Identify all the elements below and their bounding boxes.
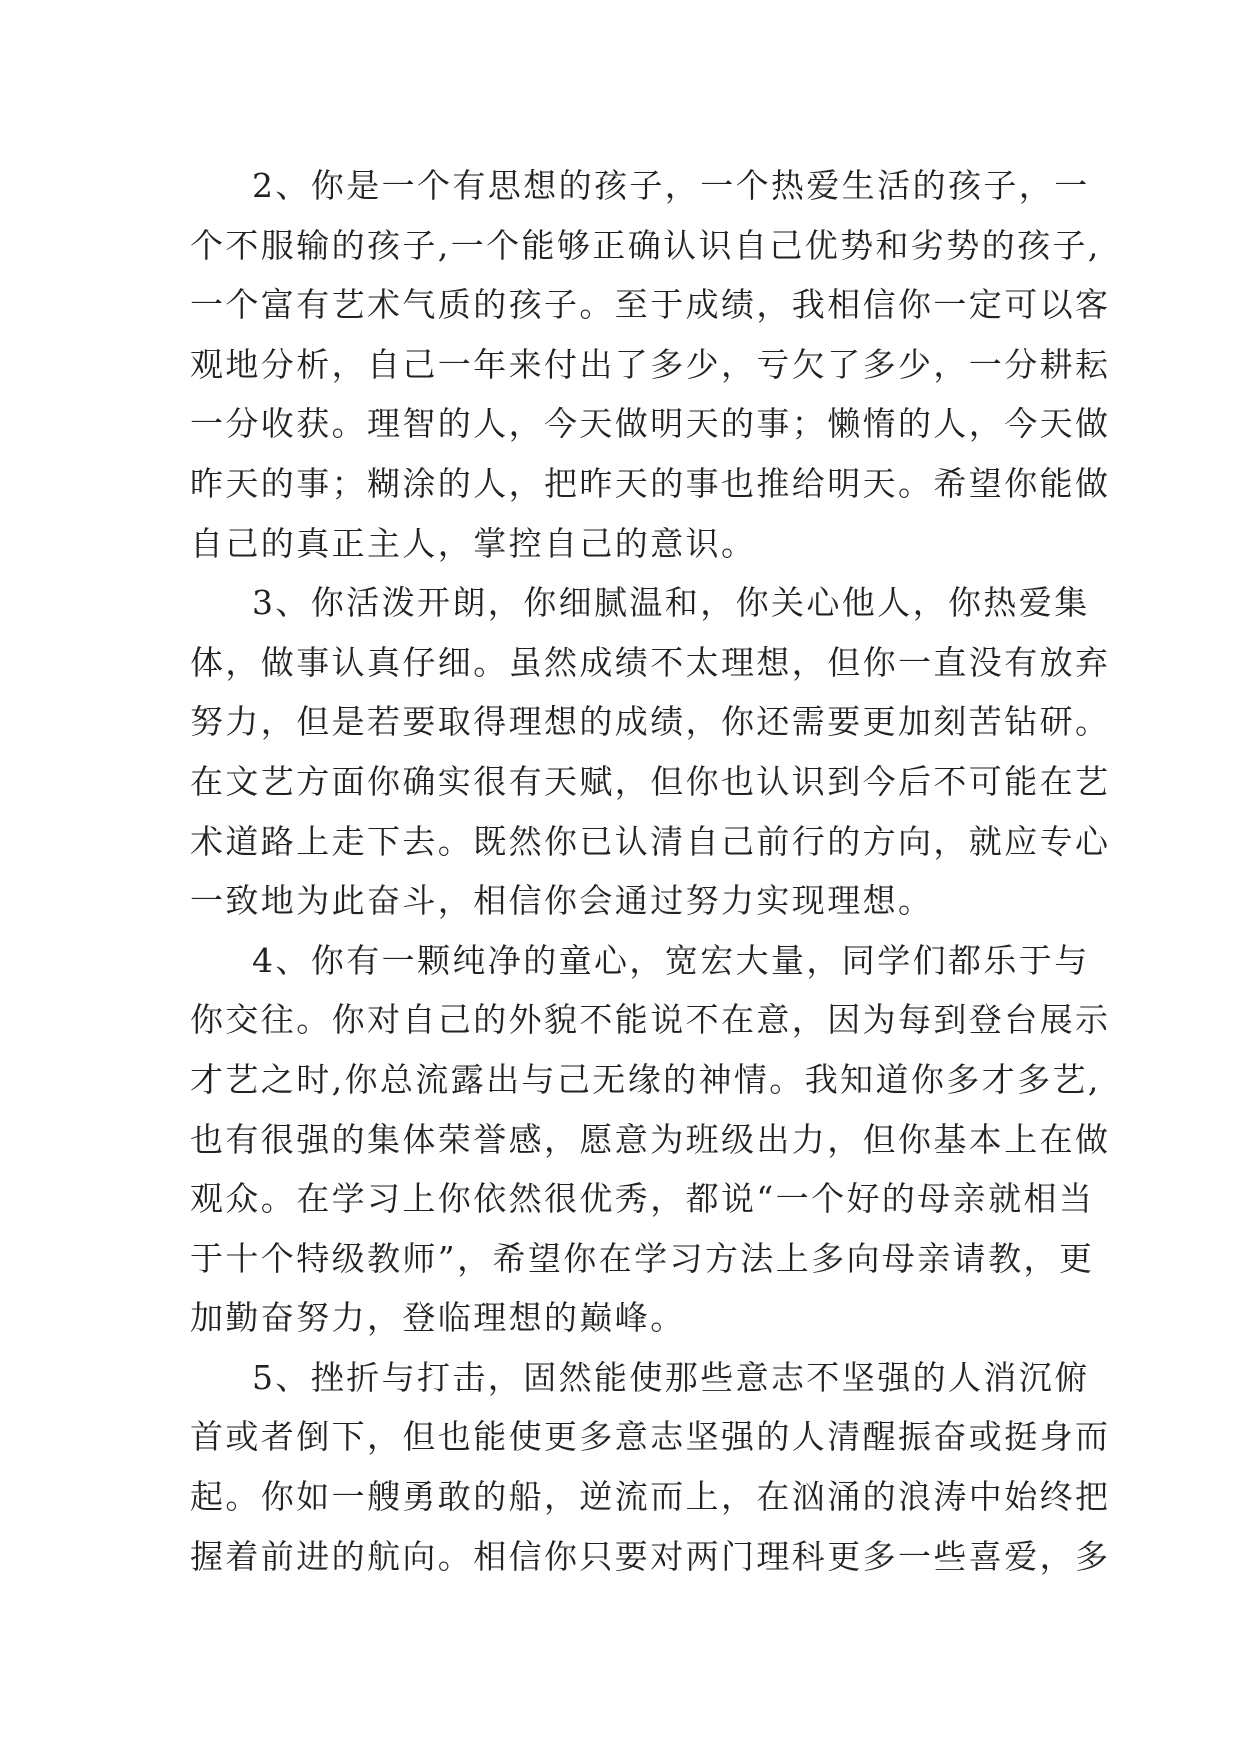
paragraph-line: 一致地为此奋斗，相信你会通过努力实现理想。 (190, 881, 934, 921)
paragraph-line: 自己的真正主人，掌控自己的意识。 (190, 523, 757, 563)
paragraph-line: 你交往。你对自己的外貌不能说不在意，因为每到登台展示 (190, 1000, 1111, 1040)
paragraph-line: 起。你如一艘勇敢的船，逆流而上，在汹涌的浪涛中始终把 (190, 1477, 1111, 1517)
paragraph (190, 156, 1111, 573)
paragraph-line: 术道路上走下去。既然你已认清自己前行的方向，就应专心 (190, 821, 1111, 861)
paragraph (190, 573, 1111, 931)
paragraph-line: 个不服输的孩子,一个能够正确认识自己优势和劣势的孩子, (190, 225, 1101, 265)
paragraph-line: 观众。在学习上你依然很优秀，都说“一个好的母亲就相当 (190, 1179, 1095, 1219)
paragraph-line: 加勤奋努力，登临理想的巅峰。 (190, 1298, 686, 1338)
paragraph-line: 也有很强的集体荣誉感，愿意为班级出力，但你基本上在做 (190, 1119, 1111, 1159)
paragraph-line: 握着前进的航向。相信你只要对两门理科更多一些喜爱，多 (190, 1536, 1111, 1576)
paragraph-line: 在文艺方面你确实很有天赋，但你也认识到今后不可能在艺 (190, 761, 1111, 801)
paragraph-line: 观地分析，自己一年来付出了多少，亏欠了多少，一分耕耘 (190, 344, 1111, 384)
document-body (190, 156, 1111, 1586)
paragraph-line: 一个富有艺术气质的孩子。至于成绩，我相信你一定可以客 (190, 285, 1111, 325)
paragraph (190, 931, 1111, 1348)
paragraph-line: 5、挫折与打击，固然能使那些意志不坚强的人消沉俯 (252, 1357, 1090, 1397)
paragraph-line: 昨天的事；糊涂的人，把昨天的事也推给明天。希望你能做 (190, 463, 1111, 503)
paragraph-line: 首或者倒下，但也能使更多意志坚强的人清醒振奋或挺身而 (190, 1417, 1111, 1457)
paragraph (190, 1348, 1111, 1586)
paragraph-line: 2、你是一个有思想的孩子，一个热爱生活的孩子，一 (252, 166, 1090, 205)
paragraph-line: 努力，但是若要取得理想的成绩，你还需要更加刻苦钻研。 (190, 702, 1111, 742)
paragraph-line: 3、你活泼开朗，你细腻温和，你关心他人，你热爱集 (252, 583, 1090, 623)
paragraph-line: 才艺之时,你总流露出与己无缘的神情。我知道你多才多艺, (190, 1059, 1101, 1099)
paragraph-line: 体，做事认真仔细。虽然成绩不太理想，但你一直没有放弃 (190, 642, 1111, 682)
paragraph-line: 4、你有一颗纯净的童心，宽宏大量，同学们都乐于与 (252, 940, 1090, 980)
paragraph-line: 于十个特级教师”，希望你在学习方法上多向母亲请教，更 (190, 1238, 1095, 1278)
paragraph-line: 一分收获。理智的人，今天做明天的事；懒惰的人，今天做 (190, 404, 1111, 444)
